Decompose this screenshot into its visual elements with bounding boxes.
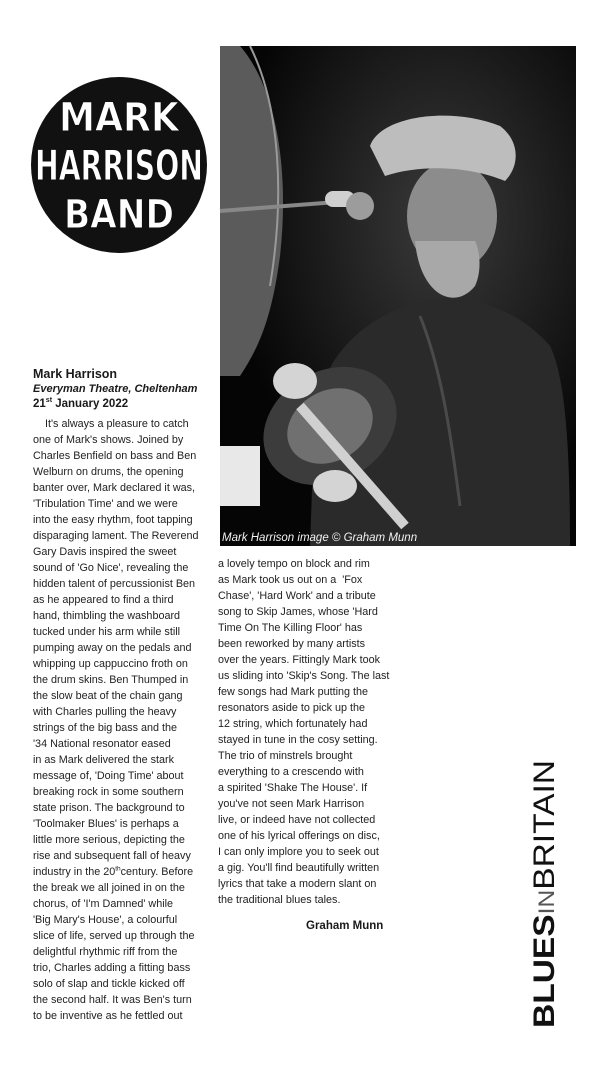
- performer-photo: [220, 46, 576, 546]
- body-line: strings of the big bass and the: [33, 722, 178, 734]
- body-line: resonators aside to pick up the: [218, 702, 366, 714]
- body-line: one of Mark's shows. Joined by: [33, 434, 184, 446]
- body-line: hidden talent of percussionist Ben: [33, 578, 196, 590]
- body-line: chorus, of 'I'm Damned' while: [33, 898, 174, 910]
- article-body-right: [218, 556, 398, 908]
- body-line: a lovely tempo on block and rim: [218, 558, 370, 570]
- svg-text:BLUESINBRITAIN: [528, 760, 561, 1028]
- body-line: 'Toolmaker Blues' is perhaps a: [33, 818, 179, 830]
- body-line: message of, 'Doing Time' about: [33, 770, 184, 782]
- masthead-in: IN: [534, 892, 559, 915]
- body-line: few songs had Mark putting the: [218, 686, 369, 698]
- logo-line-1: MARK: [59, 95, 181, 141]
- body-line: lyrics that take a modern slant on: [218, 878, 377, 890]
- body-line: Chase', 'Hard Work' and a tribute: [218, 590, 376, 602]
- body-line: I can only implore you to seek out: [218, 846, 379, 858]
- body-line: rise and subsequent fall of heavy: [33, 850, 191, 862]
- article-headline: Mark Harrison: [33, 367, 118, 381]
- body-line: the slow beat of the chain gang: [33, 690, 183, 702]
- century-suffix: th: [115, 865, 121, 873]
- body-line: one of his lyrical offerings on disc,: [218, 830, 380, 842]
- body-line: solo of slap and tickle kicked off: [33, 978, 185, 990]
- body-line: Gary Davis inspired the sweet: [33, 546, 177, 558]
- body-line: slice of life, served up through the: [33, 930, 195, 942]
- article-body-left: [33, 416, 209, 1024]
- logo-line-2: HARRISON: [35, 141, 203, 190]
- body-fragment: industry in the 20: [33, 866, 116, 878]
- body-line-with-superscript: [33, 864, 209, 880]
- body-line: to be inventive as he fettled out: [33, 1010, 183, 1022]
- body-line: live, or indeed have not collected: [218, 814, 376, 826]
- body-line: Time On The Killing Floor' has: [218, 622, 363, 634]
- body-line: sound of 'Go Nice', revealing the: [33, 562, 189, 574]
- body-line: a spirited 'Shake The House'. If: [218, 782, 368, 794]
- body-line: everything to a crescendo with: [218, 766, 364, 778]
- date-rest: January 2022: [52, 398, 129, 410]
- band-logo-graphic: [30, 76, 208, 254]
- body-line: song to Skip James, whose 'Hard: [218, 606, 378, 618]
- article-venue: Everyman Theatre, Cheltenham: [33, 383, 198, 395]
- body-line: Charles Benfield on bass and Ben: [33, 450, 197, 462]
- masthead-britain: BRITAIN: [528, 773, 561, 890]
- body-line: you've not seen Mark Harrison: [218, 798, 365, 810]
- masthead-graphic: [523, 758, 563, 1030]
- body-line: banter over, Mark declared it was,: [33, 482, 196, 494]
- body-line: as he appeared to find a third: [33, 594, 174, 606]
- photo-illustration: [220, 46, 576, 546]
- body-line: the break we all joined in on the: [33, 882, 185, 894]
- body-line: trio, Charles adding a fitting bass: [33, 962, 191, 974]
- body-line: been reworked by many artists: [218, 638, 366, 650]
- body-line: into the easy rhythm, foot tapping: [33, 514, 193, 526]
- body-line: 'Big Mary's House', a colourful: [33, 914, 178, 926]
- body-line: as Mark took us out on a 'Fox: [218, 574, 363, 586]
- body-line: delightful rhythmic riff from the: [33, 946, 178, 958]
- body-line: tucked under his arm while still: [33, 626, 181, 638]
- body-line: the second half. It was Ben's turn: [33, 994, 192, 1006]
- body-line: with Charles pulling the heavy: [33, 706, 177, 718]
- body-line: 12 string, which fortunately had: [218, 718, 368, 730]
- date-suffix: st: [45, 397, 53, 405]
- article-author: Graham Munn: [306, 920, 384, 932]
- magazine-masthead: [523, 758, 563, 1030]
- body-fragment: century. Before: [120, 866, 194, 878]
- body-line: disparaging lament. The Reverend: [33, 530, 199, 542]
- body-line: pumping away on the pedals and: [33, 642, 192, 654]
- body-line: the drum skins. Ben Thumped in: [33, 674, 189, 686]
- body-line: whipping up cappuccino froth on: [33, 658, 188, 670]
- body-line: 'Tribulation Time' and we were: [33, 498, 178, 510]
- body-line: the traditional blues tales.: [218, 894, 341, 906]
- band-logo: [30, 76, 208, 254]
- photo-caption: Mark Harrison image © Graham Munn: [222, 532, 418, 544]
- body-line: little more serious, depicting the: [33, 834, 185, 846]
- body-line: state prison. The background to: [33, 802, 185, 814]
- body-line: Welburn on drums, the opening: [33, 466, 184, 478]
- article-date: [33, 397, 205, 412]
- date-day: 21: [33, 398, 46, 410]
- logo-line-3: BAND: [64, 192, 174, 238]
- body-line: breaking rock in some southern: [33, 786, 184, 798]
- body-line: stayed in tune in the cosy setting.: [218, 734, 378, 746]
- body-line: over the years. Fittingly Mark took: [218, 654, 381, 666]
- body-line: hand, thimbling the washboard: [33, 610, 181, 622]
- masthead-blues: BLUES: [528, 926, 561, 1028]
- body-line: a gig. You'll find beautifully written: [218, 862, 380, 874]
- article-header: [33, 366, 205, 412]
- body-line: The trio of minstrels brought: [218, 750, 353, 762]
- body-line: It's always a pleasure to catch: [33, 418, 189, 430]
- body-line: us sliding into 'Skip's Song. The last: [218, 670, 390, 682]
- body-line: '34 National resonator eased: [33, 738, 171, 750]
- body-line: in as Mark delivered the stark: [33, 754, 175, 766]
